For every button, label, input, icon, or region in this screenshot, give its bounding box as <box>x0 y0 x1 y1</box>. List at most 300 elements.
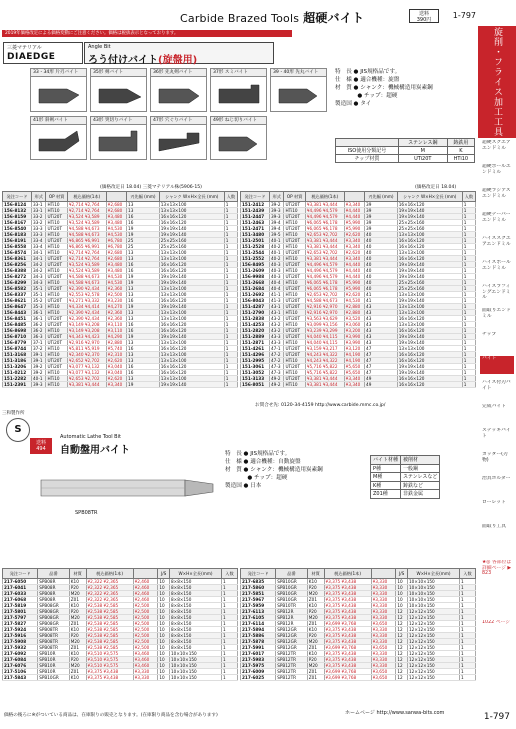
table-cell: ¥2,916 ¥2,970 <box>67 340 106 346</box>
tool-shape-cell <box>90 68 147 112</box>
table-cell: UTi20T <box>46 274 67 280</box>
table-cell: ¥2,538 ¥2,585 <box>86 633 133 639</box>
table-cell: ¥2,620 <box>106 358 126 364</box>
table-cell: 10 <box>158 645 170 651</box>
table-cell: 1 <box>221 675 237 681</box>
table-cell: ¥4,243 ¥4,322 <box>305 358 344 364</box>
table-cell: 49-2 <box>270 376 284 382</box>
order-code-cell: 156-8574 <box>3 250 32 256</box>
table-header-row <box>241 192 476 202</box>
table-cell: ¥2,620 <box>106 376 126 382</box>
sidebar-tab[interactable]: 超硬テーパーエンドミル <box>482 212 511 223</box>
table-cell: ¥2,538 ¥2,585 <box>86 627 133 633</box>
spec-line: 製造国 ● 日本 <box>225 483 262 489</box>
table-cell: 40 <box>365 244 398 250</box>
table-cell: P20 <box>307 609 324 615</box>
sec2-mat-cell: M種 <box>371 473 401 482</box>
table-cell: M20 <box>307 615 324 621</box>
table-cell: 1 <box>459 675 475 681</box>
table-cell: 13 <box>127 292 160 298</box>
table-cell: 1 <box>462 328 475 334</box>
table-cell: ¥3,060 <box>344 322 364 328</box>
table-cell: ¥2,500 <box>133 603 158 609</box>
table-cell: 40-4 <box>270 280 284 286</box>
table-cell: 25×25×160 <box>159 244 224 250</box>
table-cell: 10 <box>158 579 170 585</box>
table-cell: 10×10×150 <box>408 597 460 603</box>
table-cell: ¥3,271 ¥3,332 <box>67 298 106 304</box>
table-cell: 40-1 <box>270 238 284 244</box>
table-cell: 1 <box>462 358 475 364</box>
product-jp-main: ろう付けバイト <box>88 55 158 66</box>
table-cell: ¥3,230 <box>106 298 126 304</box>
spec-line: 特 長 ● JIS規格品です。 <box>225 451 291 457</box>
table-cell: ¥4,530 <box>106 226 126 232</box>
mat-cell: UTi20T <box>398 155 447 163</box>
table-cell: K10 <box>307 627 324 633</box>
table-cell: 16×16×120 <box>159 262 224 268</box>
tool-shape-cell <box>270 68 327 112</box>
table-cell: 16×16×120 <box>397 256 462 262</box>
sidebar-tab[interactable]: 面取りエンドミル <box>482 308 511 319</box>
column-header: 刃先幅 (mm) <box>127 192 160 202</box>
table-cell: 39-5 <box>270 232 284 238</box>
table-cell: UTi20T <box>284 262 305 268</box>
sidebar-tab[interactable]: 面取り工具 <box>482 524 506 529</box>
order-code-cell: 151-2838 <box>241 316 270 322</box>
table-cell: ¥3,650 <box>371 621 396 627</box>
table-cell: 16×16×120 <box>159 214 224 220</box>
tool-shape-label: 41形 斜剣バイト <box>31 117 86 125</box>
table-cell: ¥2,310 <box>106 352 126 358</box>
table-cell: SPB08GR <box>38 621 70 627</box>
table-cell: 1 <box>221 609 237 615</box>
spec-line: 仕 様 ● 適合機種：自動旋盤 <box>225 459 301 465</box>
table-cell: 35-3 <box>32 304 46 310</box>
table-cell: ¥3,375 ¥3,438 <box>324 657 371 663</box>
order-code-cell: 217-5843 <box>3 675 38 681</box>
order-code-cell: 217-5827 <box>3 621 38 627</box>
table-cell: 1 <box>459 669 475 675</box>
table-cell: ¥2,538 ¥2,585 <box>86 603 133 609</box>
table-cell: M20 <box>307 663 324 669</box>
table-cell: 19 <box>127 304 160 310</box>
table-cell: UTi20T <box>284 286 305 292</box>
table-cell: ¥4,440 <box>344 268 364 274</box>
table-header-row <box>3 569 238 579</box>
table-cell: HTi10 <box>284 292 305 298</box>
order-code-cell: 217-5975 <box>241 663 276 669</box>
table-cell: ¥2,538 ¥2,585 <box>86 621 133 627</box>
table-cell: 39-3 <box>270 208 284 214</box>
sidebar-tab[interactable]: カッター(刃物) <box>482 452 508 463</box>
table-cell: 1 <box>224 274 237 280</box>
table-cell: 8×8×150 <box>170 627 222 633</box>
table-cell: ¥3,340 <box>344 202 364 208</box>
table-cell: UTi20T <box>284 316 305 322</box>
table-cell: 19×19×140 <box>397 214 462 220</box>
sidebar-tab[interactable]: ハイス付刃バイト <box>482 380 511 391</box>
table-cell: 13×13×100 <box>159 358 224 364</box>
order-code-cell: 156-8443 <box>3 310 32 316</box>
sec2-mat-cell: K種 <box>371 481 401 490</box>
table-cell: ¥3,110 <box>106 322 126 328</box>
order-code-cell: 217-6835 <box>241 579 276 585</box>
order-code-cell: 151-2501 <box>241 238 270 244</box>
table-cell: SPB10GR <box>276 585 308 591</box>
order-code-cell: 151-2391 <box>3 382 32 388</box>
table-cell: ¥3,340 <box>344 238 364 244</box>
order-code-cell: 156-8337 <box>3 292 32 298</box>
table-cell: 10 <box>396 603 408 609</box>
sidebar-tab[interactable]: 超硬ボールエンドミル <box>482 164 511 175</box>
table-cell: 13×13×100 <box>159 250 224 256</box>
table-cell: UTi20T <box>46 238 67 244</box>
table-cell: UTi20T <box>284 352 305 358</box>
order-code-cell: 151-2282 <box>3 376 32 382</box>
table-cell: 1 <box>462 334 475 340</box>
table-cell: ¥3,699 ¥3,768 <box>324 621 371 627</box>
table-cell: ¥3,077 ¥3,132 <box>67 370 106 376</box>
order-code-cell: 217-5886 <box>241 633 276 639</box>
column-header <box>106 192 126 202</box>
table-cell: P20 <box>307 657 324 663</box>
order-code-cell: 156-8540 <box>3 226 32 232</box>
sidebar-tab[interactable]: ハイススクエアエンドミル <box>482 236 511 247</box>
order-code-cell: 151-3061 <box>241 364 270 370</box>
table-cell: ¥4,334 ¥4,414 <box>67 304 106 310</box>
table-cell: 43-2 <box>270 322 284 328</box>
table-cell: 10 <box>396 597 408 603</box>
table-cell: 16×16×120 <box>397 382 462 388</box>
order-code-cell: 151-3133 <box>241 376 270 382</box>
table-cell: ¥2,500 <box>133 645 158 651</box>
table-cell: Z01 <box>307 669 324 675</box>
table-cell: 13×13×100 <box>397 322 462 328</box>
column-header: 材質 <box>69 569 86 579</box>
table-cell: 12 <box>396 663 408 669</box>
table-cell: 1 <box>224 244 237 250</box>
table-cell: 1 <box>224 262 237 268</box>
table-cell: 12×12×150 <box>408 639 460 645</box>
table-cell: 1 <box>459 657 475 663</box>
table-cell: 1 <box>221 639 237 645</box>
order-code-cell: 156-8132 <box>3 208 32 214</box>
table-cell: 10 <box>158 675 170 681</box>
sidebar-tab[interactable]: ハイスボールエンドミル <box>482 260 511 271</box>
table-cell: ¥2,916 ¥2,970 <box>305 310 344 316</box>
sidebar-tab[interactable]: チップ <box>482 332 497 337</box>
table-cell: SPB08R <box>38 579 70 585</box>
table-cell: 12×12×150 <box>408 651 460 657</box>
tool-shape-label: 37形 スミバイト <box>211 69 266 77</box>
tool-shape-drawing <box>217 129 262 157</box>
table-cell: UTi20T <box>284 238 305 244</box>
sidebar-tab[interactable]: 超硬スクエアエンドミル <box>482 140 511 151</box>
table-cell: 34-3 <box>32 274 46 280</box>
sidebar-tab[interactable]: 完成バイト <box>482 404 506 409</box>
table-cell: 1 <box>224 322 237 328</box>
table-cell: 1 <box>462 250 475 256</box>
table-cell: 12×12×150 <box>408 627 460 633</box>
table-cell: ¥3,200 <box>344 328 364 334</box>
table-cell: ¥2,322 ¥2,365 <box>86 591 133 597</box>
order-code-cell: 156-8710 <box>3 334 32 340</box>
table-cell: ¥2,500 <box>133 615 158 621</box>
order-code-cell: 217-5106 <box>3 669 38 675</box>
table-cell: ¥3,330 <box>371 609 396 615</box>
table-cell: ¥6,780 <box>106 244 126 250</box>
table-cell: 1 <box>224 358 237 364</box>
table-cell: 10 <box>158 585 170 591</box>
order-code-cell: 151-4261 <box>241 346 270 352</box>
table-cell: HTi10 <box>284 220 305 226</box>
table-cell: HTi10 <box>284 268 305 274</box>
table-cell: ¥3,375 ¥3,438 <box>324 651 371 657</box>
table-cell: ¥6,065 ¥6,178 <box>305 226 344 232</box>
sidebar-tab[interactable]: ローレット <box>482 500 506 505</box>
sidebar-tab[interactable]: 治具ホルダー <box>482 476 511 481</box>
table-cell: 33-1 <box>32 208 46 214</box>
product-specs <box>335 68 475 118</box>
table-cell: 39 <box>365 214 398 220</box>
order-code-cell: 151-2528 <box>241 244 270 250</box>
table-header-row <box>241 569 476 579</box>
table-cell: ¥3,375 ¥3,438 <box>324 579 371 585</box>
table-cell: HTi10 <box>46 310 67 316</box>
column-header <box>371 569 396 579</box>
table-cell: 40 <box>365 274 398 280</box>
order-code-cell: 151-2889 <box>241 334 270 340</box>
table-cell: 19 <box>127 280 160 286</box>
table-cell: 47 <box>365 352 398 358</box>
table-row <box>241 675 476 681</box>
maker-brand-box <box>3 42 83 64</box>
column-header: 入数 <box>459 569 475 579</box>
table-cell: SPB10GR <box>276 597 308 603</box>
table-cell: ¥2,500 <box>133 633 158 639</box>
table-cell: ¥2,460 <box>133 591 158 597</box>
sidebar-tab[interactable]: ハイスラフィングエンドミル <box>482 284 511 300</box>
order-code-cell: 151-2871 <box>241 340 270 346</box>
sidebar-tab[interactable]: ステッキバイト <box>482 428 511 439</box>
table-cell: 36-2 <box>32 322 46 328</box>
table-cell: ¥3,381 ¥3,444 <box>305 244 344 250</box>
table-cell: 16 <box>127 328 160 334</box>
order-code-cell: 156-8272 <box>3 274 32 280</box>
table-cell: ¥3,330 <box>133 669 158 675</box>
table-cell: 1 <box>224 316 237 322</box>
table-cell: ¥3,340 <box>344 382 364 388</box>
table-cell: 34-1 <box>32 250 46 256</box>
table-cell: 19×19×140 <box>397 364 462 370</box>
table-cell: 39-4 <box>270 226 284 232</box>
table-cell: 19×19×140 <box>159 226 224 232</box>
table-cell: ¥4,496 ¥4,579 <box>305 262 344 268</box>
order-code-cell: 217-6092 <box>3 651 38 657</box>
table-cell: ¥3,699 ¥3,768 <box>324 669 371 675</box>
order-code-cell: 217-5983 <box>241 657 276 663</box>
table-cell: 41 <box>365 292 398 298</box>
footer-page-number: 1-797 <box>483 712 510 722</box>
table-cell: K10 <box>307 603 324 609</box>
table-cell: ¥2,538 ¥2,585 <box>86 645 133 651</box>
order-code-cell: 151-3052 <box>241 370 270 376</box>
table-cell: UTi20T <box>46 286 67 292</box>
table-cell: ¥3,650 <box>371 675 396 681</box>
table-cell: ¥3,110 <box>106 328 126 334</box>
table-cell: ¥2,620 <box>344 292 364 298</box>
table-cell: ¥2,322 ¥2,365 <box>86 585 133 591</box>
table-cell: 10×10×150 <box>408 579 460 585</box>
mat-head-2: 鋳鉄用 <box>447 139 474 147</box>
table-cell: 36-3 <box>32 334 46 340</box>
table-cell: ¥4,440 <box>344 208 364 214</box>
table-cell: ¥2,553 ¥2,578 <box>67 292 106 298</box>
index-sidebar <box>478 0 516 729</box>
table-cell: 12×12×150 <box>408 633 460 639</box>
table-cell: 10 <box>158 603 170 609</box>
column-header: OP 材質 <box>284 192 305 202</box>
table-cell: 19×19×140 <box>397 298 462 304</box>
table-cell: 47-3 <box>270 364 284 370</box>
maker-name: 三菱マテリアル <box>7 45 42 51</box>
table-cell: HTi10 <box>46 268 67 274</box>
table-cell: ¥4,440 <box>344 214 364 220</box>
column-header: 税込価格(1本) <box>305 192 344 202</box>
table-cell: 40-1 <box>32 376 46 382</box>
table-cell: 13×13×100 <box>397 292 462 298</box>
column-header: J/S <box>396 569 408 579</box>
tool-shape-outline <box>159 133 199 151</box>
tool-shape-label: 35形 剣バイト <box>91 69 146 77</box>
table-cell: 1 <box>462 268 475 274</box>
spec-line: 材 質 ● シャンク：機械構造用炭素鋼 <box>335 85 433 91</box>
table-cell: UTi20T <box>284 298 305 304</box>
table-cell: 41-3 <box>270 298 284 304</box>
table-cell: 8×8×150 <box>170 621 222 627</box>
order-code-cell: 217-5819 <box>3 603 38 609</box>
table-cell: ¥2,390 ¥2,434 <box>67 286 106 292</box>
tool-shape-drawing <box>217 81 262 109</box>
table-cell: 1 <box>221 603 237 609</box>
table-cell: 16 <box>127 220 160 226</box>
order-code-cell: 217-6041 <box>3 585 38 591</box>
sidebar-tab[interactable]: バイト <box>480 356 514 374</box>
section2-title-en: Automatic Lathe Tool Bit <box>60 434 121 440</box>
column-header: 発注コード <box>241 192 270 202</box>
table-cell: ¥3,330 <box>371 627 396 633</box>
table-cell: 12×12×150 <box>408 675 460 681</box>
table-cell: ¥4,496 ¥4,579 <box>305 274 344 280</box>
table-cell: 19×19×140 <box>159 382 224 388</box>
order-code-cell: 217-5878 <box>241 639 276 645</box>
table-cell: ¥2,714 ¥2,764 <box>67 202 106 208</box>
table-cell: 13×13×100 <box>159 376 224 382</box>
table-cell: ¥3,330 <box>371 663 396 669</box>
table-cell: ¥2,500 <box>133 639 158 645</box>
order-code-cell: 217-6050 <box>3 579 38 585</box>
table-cell: ¥3,460 <box>133 651 158 657</box>
table-cell: 10 <box>396 591 408 597</box>
table-cell: K10 <box>307 651 324 657</box>
table-cell: 10 <box>158 657 170 663</box>
table-cell: ¥3,375 ¥3,438 <box>324 615 371 621</box>
tool-shape-cell <box>210 68 267 112</box>
table-cell: ¥3,460 <box>133 657 158 663</box>
table-cell: 1 <box>462 370 475 376</box>
table-cell: ¥2,714 ¥2,764 <box>67 208 106 214</box>
table-cell: 1 <box>462 214 475 220</box>
table-cell: ¥2,714 ¥2,764 <box>67 250 106 256</box>
tool-shape-cell <box>150 116 207 160</box>
table-cell: 13×13×100 <box>159 310 224 316</box>
order-code-cell: 217-5860 <box>241 585 276 591</box>
table-cell: 40 <box>365 268 398 274</box>
sidebar-tab[interactable]: 超硬ラジアスエンドミル <box>482 188 511 199</box>
table-cell: Z01 <box>69 597 86 603</box>
table-cell: 12 <box>396 615 408 621</box>
table-cell: ¥3,650 <box>371 645 396 651</box>
table-cell: 39-4 <box>270 220 284 226</box>
table-cell: ¥2,916 ¥2,970 <box>305 304 344 310</box>
table-cell: 19×19×140 <box>397 268 462 274</box>
table-cell: ¥3,480 <box>106 268 126 274</box>
table-cell: 10 <box>396 585 408 591</box>
table-cell: 1 <box>462 256 475 262</box>
tool-shape-outline <box>39 131 79 151</box>
order-code-cell: 217-5851 <box>241 591 276 597</box>
table-cell: 34-3 <box>32 280 46 286</box>
table-cell: M20 <box>307 639 324 645</box>
column-header: 材質 <box>307 569 324 579</box>
table-cell: UTi20T <box>46 298 67 304</box>
table-cell: P20 <box>69 609 86 615</box>
table-cell: 8×8×150 <box>170 591 222 597</box>
table-cell: HTi10 <box>284 310 305 316</box>
mat-cell: ISO使用分類記号 <box>336 147 399 155</box>
table-cell: ¥3,650 <box>371 669 396 675</box>
table-cell: 8×8×150 <box>170 579 222 585</box>
table-cell: 16×16×120 <box>159 322 224 328</box>
table-cell: HTi10 <box>46 250 67 256</box>
table-cell: 43-2 <box>270 316 284 322</box>
tool-shape-cell <box>30 116 87 160</box>
table-cell: ¥4,440 <box>344 274 364 280</box>
mat-cell: HTi10 <box>447 155 474 163</box>
table-cell: 16×16×120 <box>397 376 462 382</box>
table-cell: SPB12R <box>276 609 308 615</box>
table-cell: 1 <box>224 220 237 226</box>
table-cell: 1 <box>224 250 237 256</box>
table-cell: 33-2 <box>32 220 46 226</box>
order-code-cell: 156-8388 <box>3 268 32 274</box>
table-row <box>3 675 238 681</box>
tool-shape-label: 47形 穴ぐりバイト <box>151 117 206 125</box>
shipping-badge <box>409 9 439 23</box>
table-cell: 43-3 <box>270 340 284 346</box>
table-cell: ¥2,390 ¥2,434 <box>67 310 106 316</box>
sanwa-logo-mark: S <box>6 418 30 442</box>
footer-website: ホームページ http://www.sanwa-bits.com <box>345 710 445 716</box>
table-cell: 1 <box>462 262 475 268</box>
table-cell: 1 <box>459 579 475 585</box>
column-header: 発注コード <box>3 569 38 579</box>
tool-shape-outline <box>39 89 79 103</box>
table-cell: 12 <box>396 633 408 639</box>
table-cell: ¥3,040 <box>106 370 126 376</box>
table-cell: 10 <box>158 591 170 597</box>
